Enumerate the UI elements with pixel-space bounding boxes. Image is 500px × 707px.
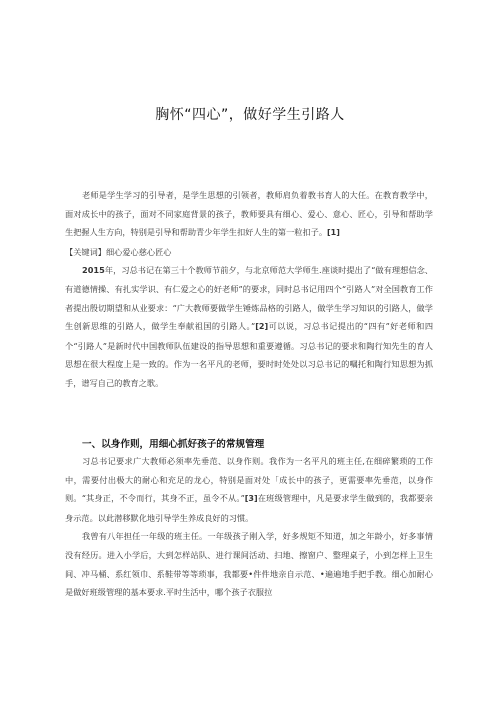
abstract-text: 老师是学生学习的引导者，是学生思想的引领者，教师肩负着教书育人的大任。在教育教学中，面对成长中的孩子，面对不同家庭背景的孩子，教师要具有细心、爱心、意心、匠心，引导和帮助学生把握人生方向，特别是引导和帮助青少年学生扣好人生的第一粒扣子。 xyxy=(65,190,433,238)
citation-3: [3] xyxy=(244,494,258,504)
citation-1: [1] xyxy=(327,228,340,238)
section1-paragraph-a xyxy=(65,452,433,527)
para1-text-a: 年，习总书记在第三十个教师节前夕，与北京师范大学师生.座谈时提出了“做有理想信念、有道德情操、有扎实学识、有仁爱之心的好老师”的要求，同时总书记用四个“引路人”对全国教育工作者提出殷切期望和从业要求：“广大教师要做学生锤炼品格的引路人，做学生学习知识的引路人，做学生创新思维的引路人，做学生奉献祖国的引路人。” xyxy=(65,265,433,332)
section1-block xyxy=(65,452,433,602)
citation-2: [2] xyxy=(255,322,269,332)
section-heading-1: 一、以身作则，用细心抓好孩子的常规管理 xyxy=(82,439,265,450)
section1-text-a-tail: 在班级管理中，凡是要求学生做到的，我都要亲身示范。以此潜移默化地引导学生养成良好的习惯。 xyxy=(65,493,433,523)
article-title: 胸怀“四心”，做好学生引路人 xyxy=(155,107,345,123)
year-text: 2015 xyxy=(82,265,105,276)
abstract-paragraph xyxy=(65,186,433,243)
section1-text-a: 习总书记要求广大教师必须率先垂范、以身作则。我作为一名平凡的班主任,在细碎繁琐的工作中，需要付出极大的耐心和充足的龙心，特别是面对处「成长中的孩子，更需要率先垂范，以身作则。“其身正，不令而行，其身不正，虽令不从。” xyxy=(65,456,433,504)
keywords-line: 【关键词】细心爱心慈心匠心 xyxy=(65,246,172,257)
para1-text-b: 可以说，习总书记提出的“四有”好老师和四个“引路人”是新时代中国教师队伍建设的指导思想和重要遵循。习总书记的要求和陶行知先生的育人思想在很大程度上是一致的。作为一名平凡的老师，要时时处处以习总书记的嘱托和陶行知思想为抓手，谱写自己的教育之歌。 xyxy=(65,321,434,388)
section1-paragraph-b: 我曾有八年担任一年级的班主任。一年级孩子刚入学，好多规矩不知道，加之年龄小，好多事情没有经历。进入小学后，大到怎样站队、进行课间活动、扫地、擦窗户、整理桌子，小到怎样上卫生间、冲马桶、系红领巾、系鞋带等等琐事，我都要•件件地亲自示范、•遍遍地手把手教。细心加耐心是做好班级管理的基本要求.平时生活中，哪个孩子衣服拉 xyxy=(65,531,433,598)
abstract-block xyxy=(65,186,433,393)
body-paragraph-1 xyxy=(65,261,433,392)
